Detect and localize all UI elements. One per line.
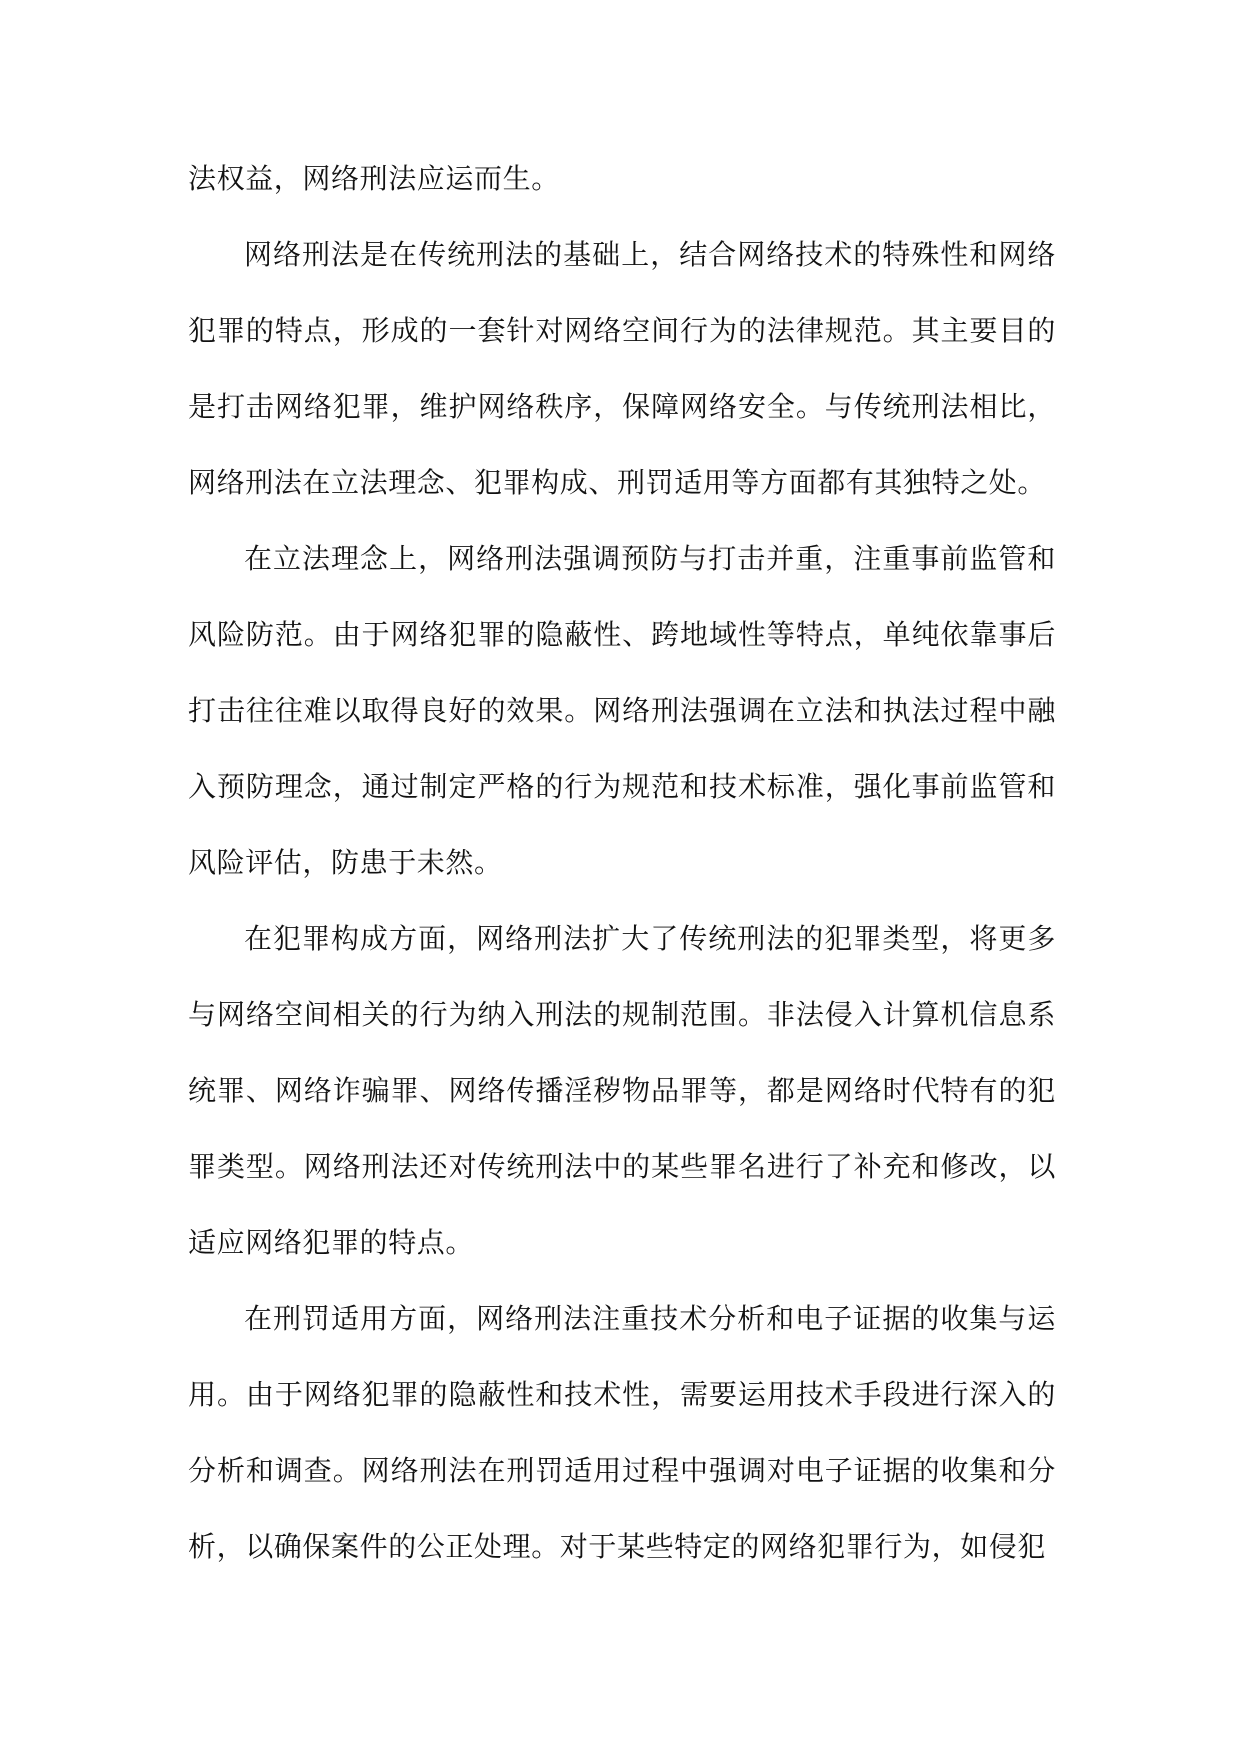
paragraph-network-criminal-law-definition: 网络刑法是在传统刑法的基础上，结合网络技术的特殊性和网络犯罪的特点，形成的一套针对网络空间行为的法律规范。其主要目的是打击网络犯罪，维护网络秩序，保障网络安全。与传统刑法相比，网络刑法在立法理念、犯罪构成、刑罚适用等方面都有其独特之处。 — [188, 238, 1056, 499]
paragraph-legislative-concept: 在立法理念上，网络刑法强调预防与打击并重，注重事前监管和风险防范。由于网络犯罪的隐蔽性、跨地域性等特点，单纯依靠事后打击往往难以取得良好的效果。网络刑法强调在立法和执法过程中融入预防理念，通过制定严格的行为规范和技术标准，强化事前监管和风险评估，防患于未然。 — [188, 542, 1056, 879]
document-body — [188, 141, 1056, 1585]
paragraph-crime-constitution: 在犯罪构成方面，网络刑法扩大了传统刑法的犯罪类型，将更多与网络空间相关的行为纳入刑法的规制范围。非法侵入计算机信息系统罪、网络诈骗罪、网络传播淫秽物品罪等，都是网络时代特有的犯罪类型。网络刑法还对传统刑法中的某些罪名进行了补充和修改，以适应网络犯罪的特点。 — [188, 922, 1056, 1259]
paragraph-continued: 法权益，网络刑法应运而生。 — [188, 162, 560, 195]
paragraph-penalty-application: 在刑罚适用方面，网络刑法注重技术分析和电子证据的收集与运用。由于网络犯罪的隐蔽性和技术性，需要运用技术手段进行深入的分析和调查。网络刑法在刑罚适用过程中强调对电子证据的收集和分析，以确保案件的公正处理。对于某些特定的网络犯罪行为，如侵犯 — [188, 1302, 1056, 1563]
